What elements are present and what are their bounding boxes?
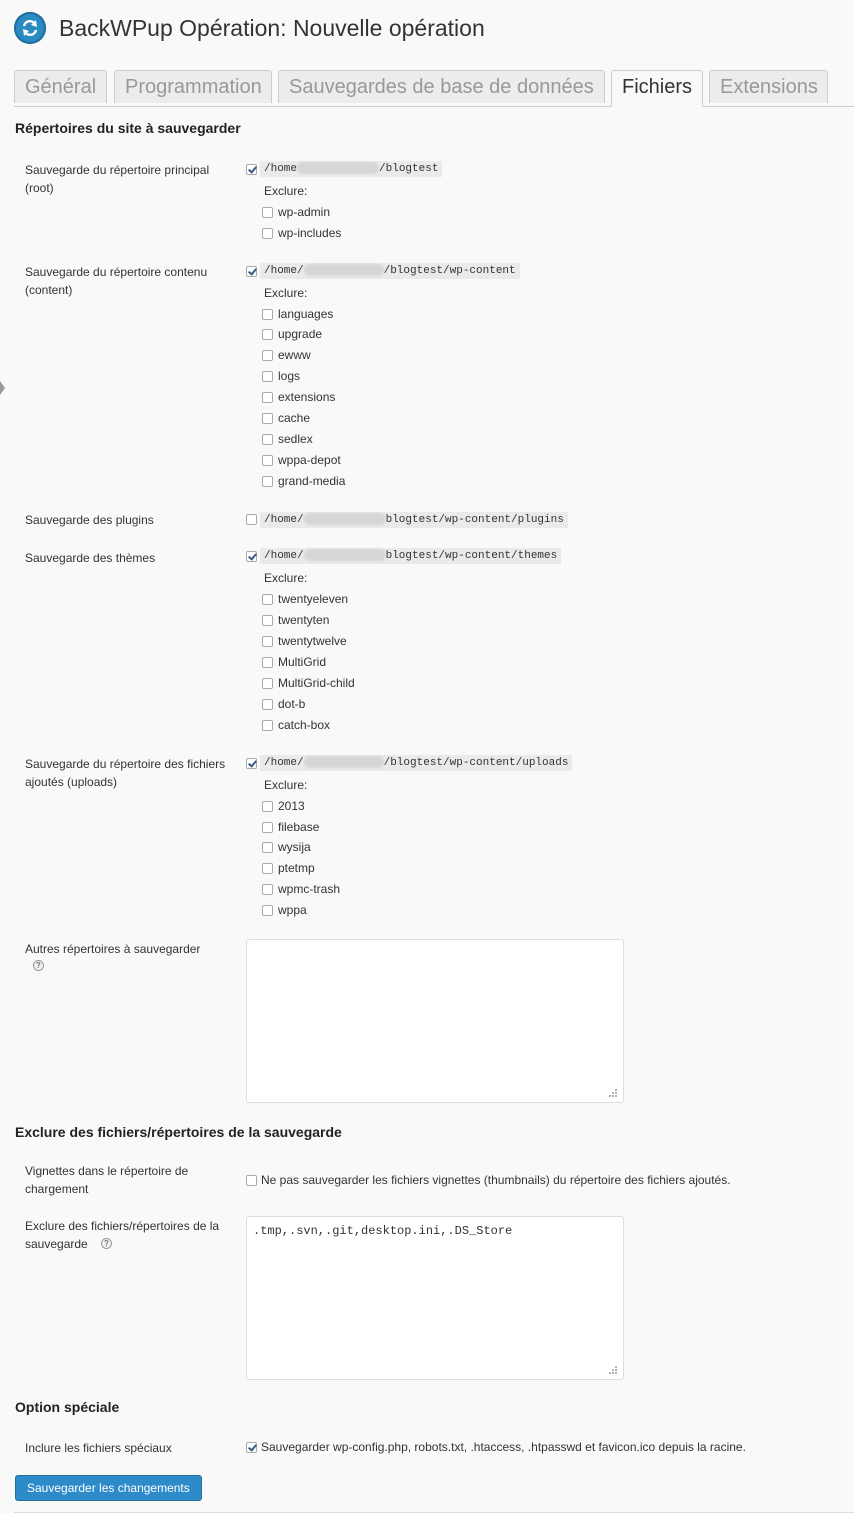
uploads-exclude-label: Exclure: (264, 778, 308, 792)
content-exclude-checkbox[interactable] (262, 455, 273, 466)
themes-exclude-label: Exclure: (264, 571, 308, 585)
root-exclude-option: wp-admin (278, 205, 331, 219)
special-files-text: Sauvegarder wp-config.php, robots.txt, .htaccess, .htpasswd et favicon.ico depuis la racine. (261, 1440, 746, 1454)
themes-path-start: /home/ (264, 550, 304, 562)
themes-exclude-checkbox[interactable] (262, 657, 273, 668)
root-label: Sauvegarde du répertoire principal (root) (25, 163, 210, 195)
themes-exclude-option: twentyten (278, 613, 330, 627)
themes-exclude-checkbox[interactable] (262, 699, 273, 710)
other-dirs-textarea[interactable] (246, 939, 624, 1103)
content-exclude-checkbox[interactable] (262, 329, 273, 340)
themes-exclude-option: MultiGrid (278, 655, 327, 669)
resize-grip-icon[interactable] (608, 1365, 618, 1375)
content-exclude-option: extensions (278, 390, 336, 404)
root-exclude-option: wp-includes (278, 226, 342, 240)
plugins-path-end: blogtest/wp-content/plugins (385, 514, 564, 526)
help-icon[interactable]: ? (101, 1238, 112, 1249)
page-title: BackWPup Opération: Nouvelle opération (59, 14, 485, 41)
themes-exclude-option: twentyeleven (278, 592, 349, 606)
uploads-exclude-checkbox[interactable] (262, 863, 273, 874)
content-label: Sauvegarde du répertoire contenu (content) (25, 265, 208, 297)
content-checkbox[interactable] (246, 266, 257, 277)
content-exclude-option: upgrade (278, 327, 323, 341)
redacted-blur (304, 513, 386, 525)
tab-database-backups[interactable]: Sauvegardes de base de données (278, 70, 605, 103)
themes-exclude-checkbox[interactable] (262, 678, 273, 689)
root-exclude-label: Exclure: (264, 184, 308, 198)
content-path (260, 263, 520, 279)
uploads-exclude-option: ptetmp (278, 861, 315, 875)
content-exclude-option: wppa-depot (278, 453, 341, 467)
root-path-start: /home (264, 163, 298, 175)
uploads-exclude-checkbox[interactable] (262, 822, 273, 833)
content-exclude-option: cache (278, 411, 311, 425)
tab-programmation[interactable]: Programmation (114, 70, 272, 103)
thumbnails-checkbox[interactable] (246, 1175, 257, 1186)
redacted-blur (304, 549, 386, 561)
content-exclude-label: Exclure: (264, 286, 308, 300)
uploads-exclude-option: wysija (278, 840, 311, 854)
content-exclude-checkbox[interactable] (262, 371, 273, 382)
uploads-checkbox[interactable] (246, 758, 257, 769)
thumbnails-label: Vignettes dans le répertoire de chargement (25, 1164, 189, 1196)
special-files-checkbox[interactable] (246, 1442, 257, 1453)
redacted-blur (297, 162, 379, 174)
section-site-dirs-title: Répertoires du site à sauvegarder (15, 120, 241, 136)
themes-exclude-option: twentytwelve (278, 634, 347, 648)
root-checkbox[interactable] (246, 164, 257, 175)
themes-exclude-option: dot-b (278, 697, 306, 711)
themes-exclude-option: catch-box (278, 718, 331, 732)
content-exclude-checkbox[interactable] (262, 476, 273, 487)
plugins-path-start: /home/ (264, 514, 304, 526)
themes-exclude-option: MultiGrid-child (278, 676, 355, 690)
content-path-end: /blogtest/wp-content (383, 265, 516, 277)
tab-extensions[interactable]: Extensions (709, 70, 828, 103)
backwpup-logo-icon (14, 12, 46, 44)
uploads-path-end: /blogtest/wp-content/uploads (383, 757, 569, 769)
uploads-label: Sauvegarde du répertoire des fichiers ajoutés (uploads) (25, 757, 226, 789)
section-exclude-title: Exclure des fichiers/répertoires de la sauvegarde (15, 1124, 342, 1140)
themes-label: Sauvegarde des thèmes (25, 551, 156, 565)
themes-exclude-checkbox[interactable] (262, 636, 273, 647)
uploads-exclude-checkbox[interactable] (262, 884, 273, 895)
themes-path-end: blogtest/wp-content/themes (385, 550, 558, 562)
uploads-path-start: /home/ (264, 757, 304, 769)
themes-exclude-checkbox[interactable] (262, 615, 273, 626)
uploads-exclude-option: wppa (278, 903, 307, 917)
content-exclude-checkbox[interactable] (262, 434, 273, 445)
exclude-files-label: Exclure des fichiers/répertoires de la sauvegarde (25, 1219, 220, 1251)
tab-bar (14, 70, 854, 107)
themes-checkbox[interactable] (246, 551, 257, 562)
uploads-exclude-option: 2013 (278, 799, 305, 813)
content-exclude-option: grand-media (278, 474, 346, 488)
root-path (260, 161, 442, 177)
uploads-path (260, 755, 572, 771)
special-files-label: Inclure les fichiers spéciaux (25, 1441, 172, 1455)
uploads-exclude-option: wpmc-trash (278, 882, 341, 896)
content-exclude-checkbox[interactable] (262, 413, 273, 424)
content-exclude-option: ewww (278, 348, 311, 362)
resize-grip-icon[interactable] (608, 1088, 618, 1098)
plugins-label: Sauvegarde des plugins (25, 513, 154, 527)
tab-general[interactable]: Général (14, 70, 107, 103)
collapse-arrow-icon[interactable] (0, 381, 5, 395)
save-changes-button[interactable]: Sauvegarder les changements (15, 1475, 202, 1501)
plugins-path (260, 512, 568, 528)
tab-fichiers[interactable]: Fichiers (611, 70, 703, 107)
redacted-blur (304, 264, 384, 276)
uploads-exclude-checkbox[interactable] (262, 801, 273, 812)
redacted-blur (304, 756, 384, 768)
content-exclude-option: logs (278, 369, 301, 383)
content-exclude-checkbox[interactable] (262, 350, 273, 361)
root-exclude-checkbox[interactable] (262, 228, 273, 239)
uploads-exclude-checkbox[interactable] (262, 842, 273, 853)
content-exclude-option: languages (278, 307, 334, 321)
other-dirs-label: Autres répertoires à sauvegarder (25, 942, 201, 956)
plugins-checkbox[interactable] (246, 514, 257, 525)
section-special-title: Option spéciale (15, 1399, 120, 1415)
content-exclude-checkbox[interactable] (262, 309, 273, 320)
uploads-exclude-checkbox[interactable] (262, 905, 273, 916)
content-exclude-checkbox[interactable] (262, 392, 273, 403)
content-path-start: /home/ (264, 265, 304, 277)
uploads-exclude-option: filebase (278, 820, 320, 834)
themes-exclude-checkbox[interactable] (262, 594, 273, 605)
help-icon[interactable]: ? (33, 960, 44, 971)
content-exclude-option: sedlex (278, 432, 313, 446)
themes-exclude-checkbox[interactable] (262, 720, 273, 731)
themes-path (260, 548, 561, 564)
root-path-end: /blogtest (379, 163, 439, 175)
page-header (14, 10, 485, 46)
exclude-files-textarea[interactable]: .tmp,.svn,.git,desktop.ini,.DS_Store (246, 1216, 624, 1380)
thumbnails-text: Ne pas sauvegarder les fichiers vignettes (thumbnails) du répertoire des fichiers ajoutés. (261, 1173, 731, 1187)
root-exclude-checkbox[interactable] (262, 207, 273, 218)
